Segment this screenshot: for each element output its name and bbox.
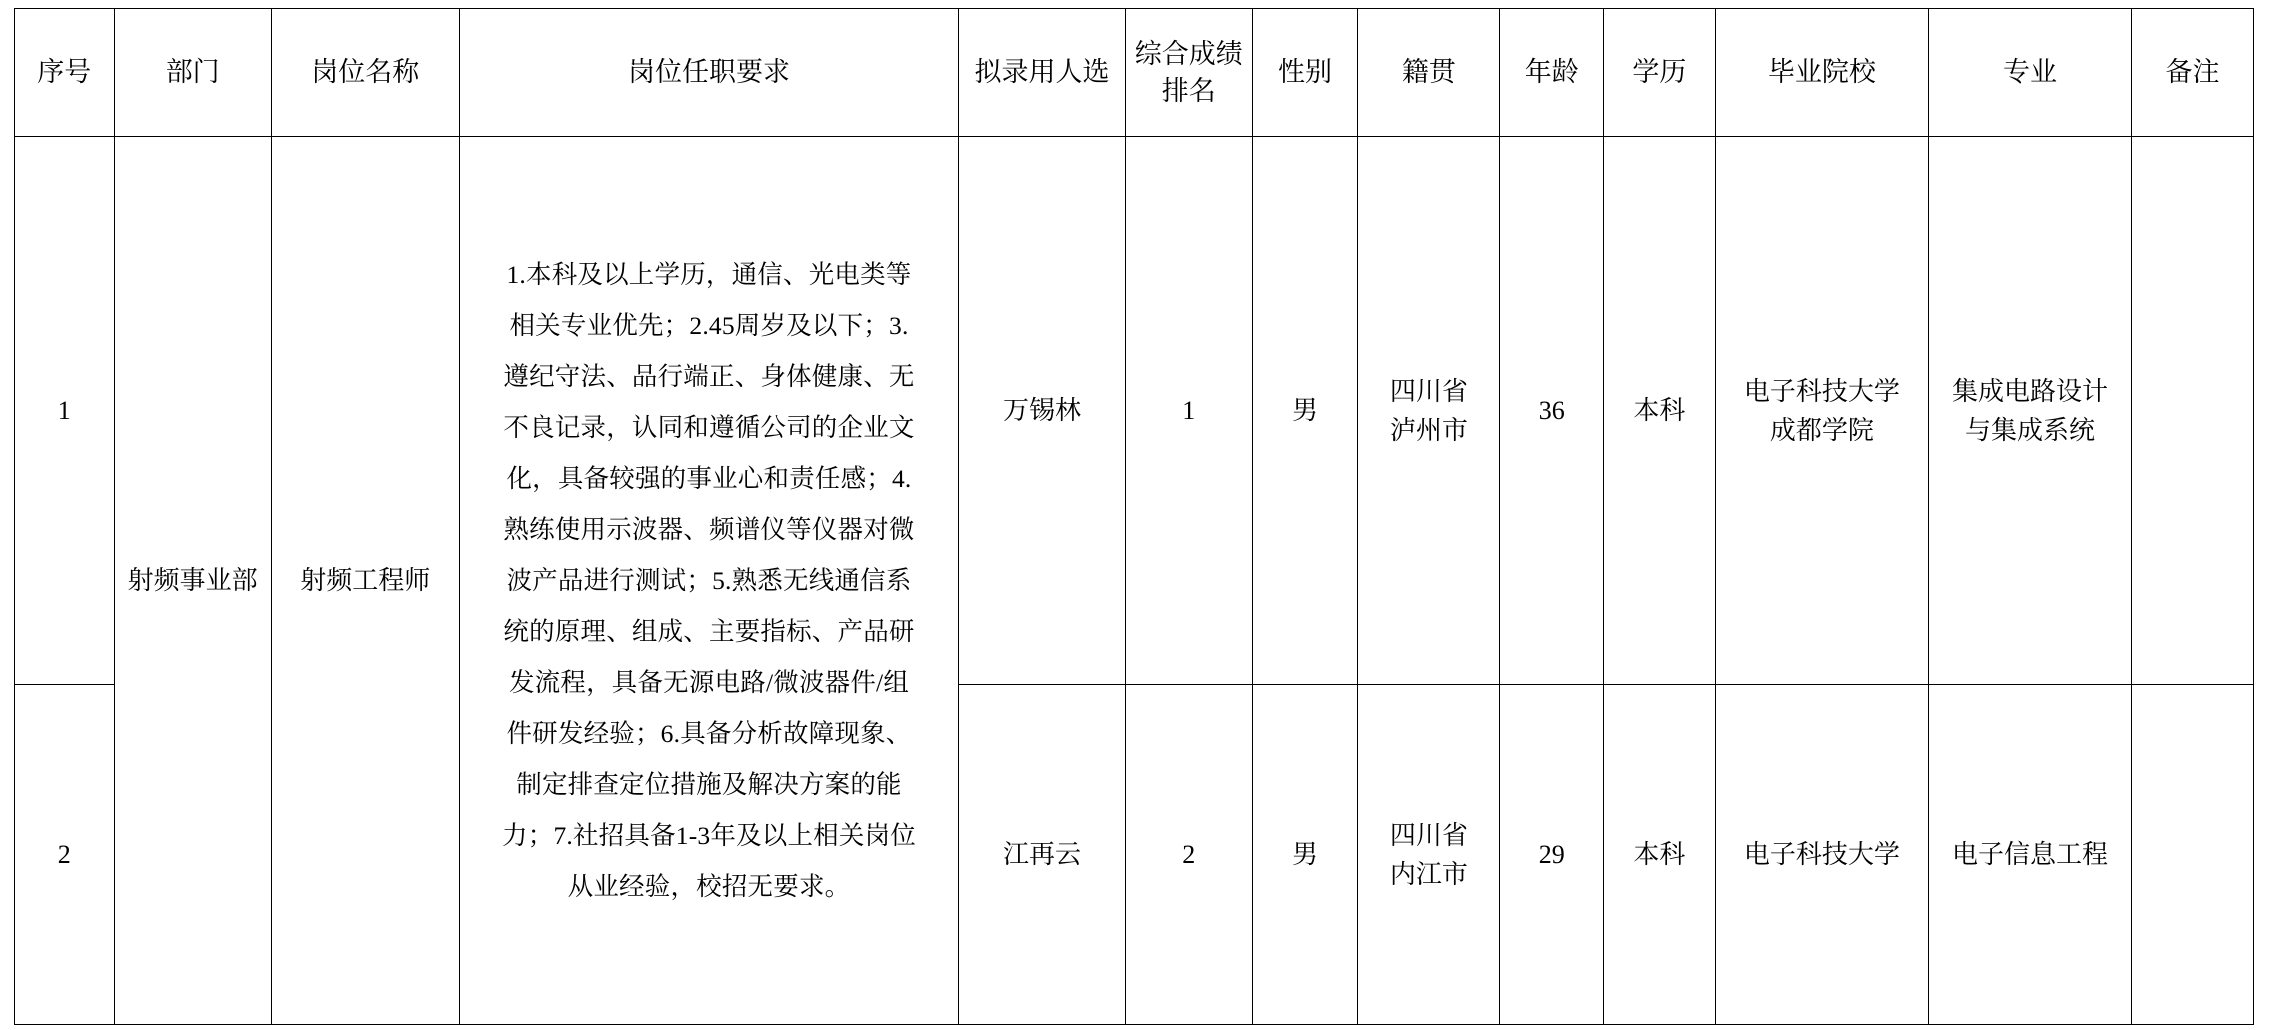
requirement-line: 从业经验，校招无要求。 bbox=[567, 872, 851, 901]
cell-position: 射频工程师 bbox=[271, 137, 459, 1025]
cell-no: 1 bbox=[15, 137, 115, 685]
cell-remark bbox=[2132, 685, 2254, 1025]
requirement-line: 不良记录，认同和遵循公司的企业文 bbox=[503, 413, 915, 442]
column-header-candidate: 拟录用人选 bbox=[959, 9, 1126, 137]
cell-age: 36 bbox=[1500, 137, 1604, 685]
cell-education: 本科 bbox=[1604, 137, 1716, 685]
cell-sex: 男 bbox=[1252, 685, 1358, 1025]
column-header-requirements: 岗位任职要求 bbox=[459, 9, 959, 137]
origin-line-2: 泸州市 bbox=[1389, 415, 1468, 445]
column-header-no: 序号 bbox=[15, 9, 115, 137]
origin-line-2: 内江市 bbox=[1389, 859, 1468, 889]
cell-rank: 1 bbox=[1125, 137, 1252, 685]
column-header-position: 岗位名称 bbox=[271, 9, 459, 137]
cell-school bbox=[1715, 685, 1928, 1025]
school-line-1: 电子科技大学 bbox=[1743, 840, 1900, 869]
requirement-line: 力；7.社招具备1-3年及以上相关岗位 bbox=[502, 821, 916, 850]
requirement-line: 相关专业优先；2.45周岁及以下；3. bbox=[509, 311, 909, 340]
cell-school bbox=[1715, 137, 1928, 685]
column-header-sex: 性别 bbox=[1252, 9, 1358, 137]
requirement-line: 制定排查定位措施及解决方案的能 bbox=[516, 770, 902, 799]
cell-remark bbox=[2132, 137, 2254, 685]
cell-age: 29 bbox=[1500, 685, 1604, 1025]
requirement-line: 熟练使用示波器、频谱仪等仪器对微 bbox=[503, 515, 915, 544]
cell-department: 射频事业部 bbox=[114, 137, 271, 1025]
cell-origin bbox=[1358, 685, 1500, 1025]
column-header-education: 学历 bbox=[1604, 9, 1716, 137]
requirement-line: 化，具备较强的事业心和责任感；4. bbox=[506, 464, 912, 493]
cell-candidate-name: 江再云 bbox=[959, 685, 1126, 1025]
table-body bbox=[15, 137, 2254, 1025]
cell-no: 2 bbox=[15, 685, 115, 1025]
column-header-age: 年龄 bbox=[1500, 9, 1604, 137]
cell-major bbox=[1928, 137, 2131, 685]
column-header-remark: 备注 bbox=[2132, 9, 2254, 137]
table-row bbox=[15, 137, 2254, 685]
recruitment-table bbox=[14, 8, 2254, 1025]
origin-line-1: 四川省 bbox=[1389, 820, 1468, 850]
cell-major bbox=[1928, 685, 2131, 1025]
column-header-department: 部门 bbox=[114, 9, 271, 137]
major-line-1: 电子信息工程 bbox=[1952, 840, 2109, 869]
column-header-origin: 籍贯 bbox=[1358, 9, 1500, 137]
column-header-school: 毕业院校 bbox=[1715, 9, 1928, 137]
school-line-1: 电子科技大学 bbox=[1743, 376, 1900, 406]
column-header-major: 专业 bbox=[1928, 9, 2131, 137]
cell-rank: 2 bbox=[1125, 685, 1252, 1025]
major-line-1: 集成电路设计 bbox=[1952, 376, 2109, 406]
requirement-line: 发流程，具备无源电路/微波器件/组 bbox=[508, 668, 910, 697]
column-header-rank: 综合成绩排名 bbox=[1125, 9, 1252, 137]
requirement-line: 1.本科及以上学历，通信、光电类等 bbox=[506, 260, 912, 289]
requirement-line: 遵纪守法、品行端正、身体健康、无 bbox=[503, 362, 915, 391]
origin-line-1: 四川省 bbox=[1389, 376, 1468, 406]
cell-sex: 男 bbox=[1252, 137, 1358, 685]
school-line-2: 成都学院 bbox=[1769, 415, 1874, 445]
cell-education: 本科 bbox=[1604, 685, 1716, 1025]
cell-origin bbox=[1358, 137, 1500, 685]
requirement-line: 统的原理、组成、主要指标、产品研 bbox=[503, 617, 915, 646]
major-line-2: 与集成系统 bbox=[1965, 415, 2096, 445]
requirement-line: 件研发经验；6.具备分析故障现象、 bbox=[506, 719, 912, 748]
cell-candidate-name: 万锡林 bbox=[959, 137, 1126, 685]
table-header bbox=[15, 9, 2254, 137]
table-header-row bbox=[15, 9, 2254, 137]
requirement-line: 波产品进行测试；5.熟悉无线通信系 bbox=[506, 566, 912, 595]
cell-requirements bbox=[459, 137, 959, 1025]
